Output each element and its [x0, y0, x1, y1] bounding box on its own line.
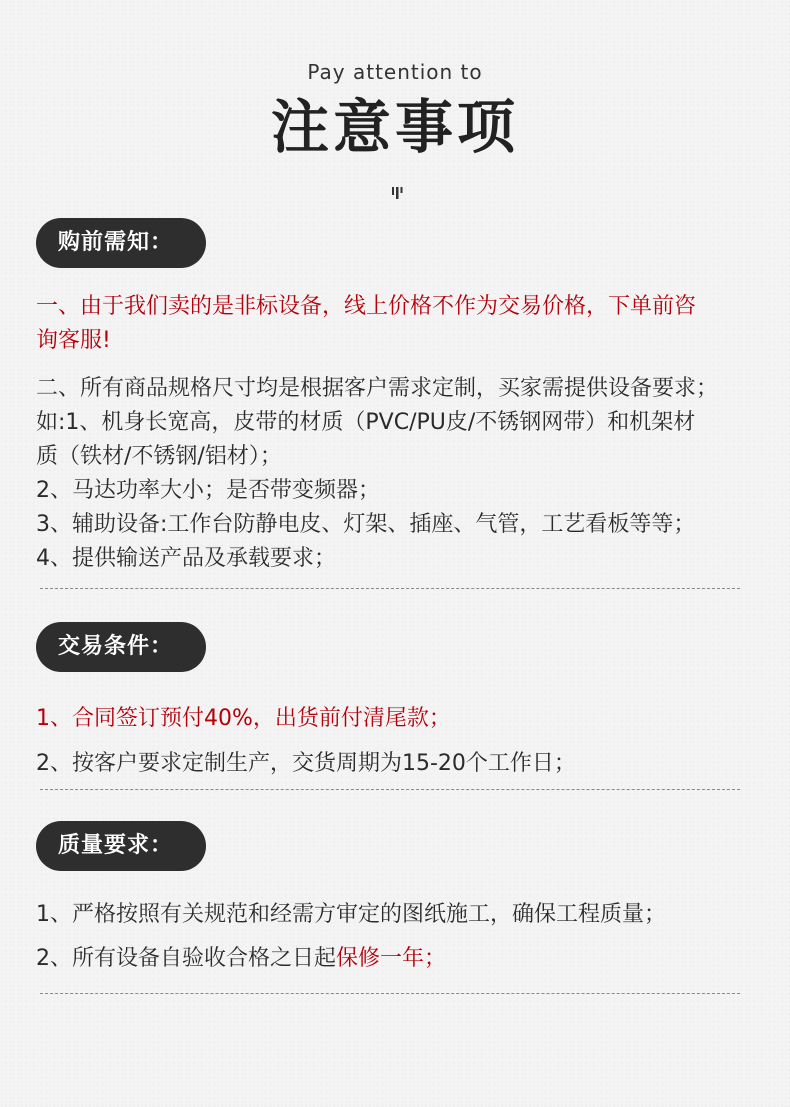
page-title: 注意事项: [270, 93, 519, 161]
notice-line-1a: 一、由于我们卖的是非标设备，线上价格不作为交易价格，下单前咨: [36, 294, 697, 319]
quality-item-2: [36, 942, 756, 976]
warranty-highlight: 保修一年；: [336, 946, 447, 971]
trade-terms-list: [36, 702, 756, 781]
notice-line-2b: 如:1、机身长宽高，皮带的材质（PVC/PU皮/不锈钢网带）和机架材: [36, 410, 696, 435]
page-header: [0, 60, 790, 162]
notice-line-5: 4、提供输送产品及承载要求；: [36, 546, 336, 571]
notice-line-3: 2、马达功率大小；是否带变频器；: [36, 478, 380, 503]
notice-line-2a: 二、所有商品规格尺寸均是根据客户需求定制，买家需提供设备要求；: [36, 376, 719, 401]
trade-term-1: 1、合同签订预付40%，出货前付清尾款；: [36, 706, 451, 731]
pre-purchase-requirements: [36, 372, 756, 576]
section-divider: [40, 789, 740, 790]
notice-line-1b: 询客服!: [36, 328, 111, 353]
divider-mark-icon: [390, 186, 404, 200]
section-heading-trade-terms: 交易条件：: [36, 622, 206, 672]
notice-line-4: 3、辅助设备:工作台防静电皮、灯架、插座、气管，工艺看板等等；: [36, 512, 696, 537]
page-subtitle: Pay attention to: [307, 60, 483, 84]
quality-item-2-prefix: 2、所有设备自验收合格之日起: [36, 946, 336, 971]
pre-purchase-notice: [36, 290, 756, 358]
section-heading-pre-purchase: 购前需知：: [36, 218, 206, 268]
section-divider: [40, 588, 740, 589]
quality-item-1: 1、严格按照有关规范和经需方审定的图纸施工，确保工程质量；: [36, 902, 666, 927]
trade-term-2: 2、按客户要求定制生产，交货周期为15-20个工作日；: [36, 751, 576, 776]
notice-line-2c: 质（铁材/不锈钢/铝材）；: [36, 444, 282, 469]
quality-list: [36, 898, 756, 976]
section-heading-quality: 质量要求：: [36, 821, 206, 871]
section-divider: [40, 993, 740, 994]
